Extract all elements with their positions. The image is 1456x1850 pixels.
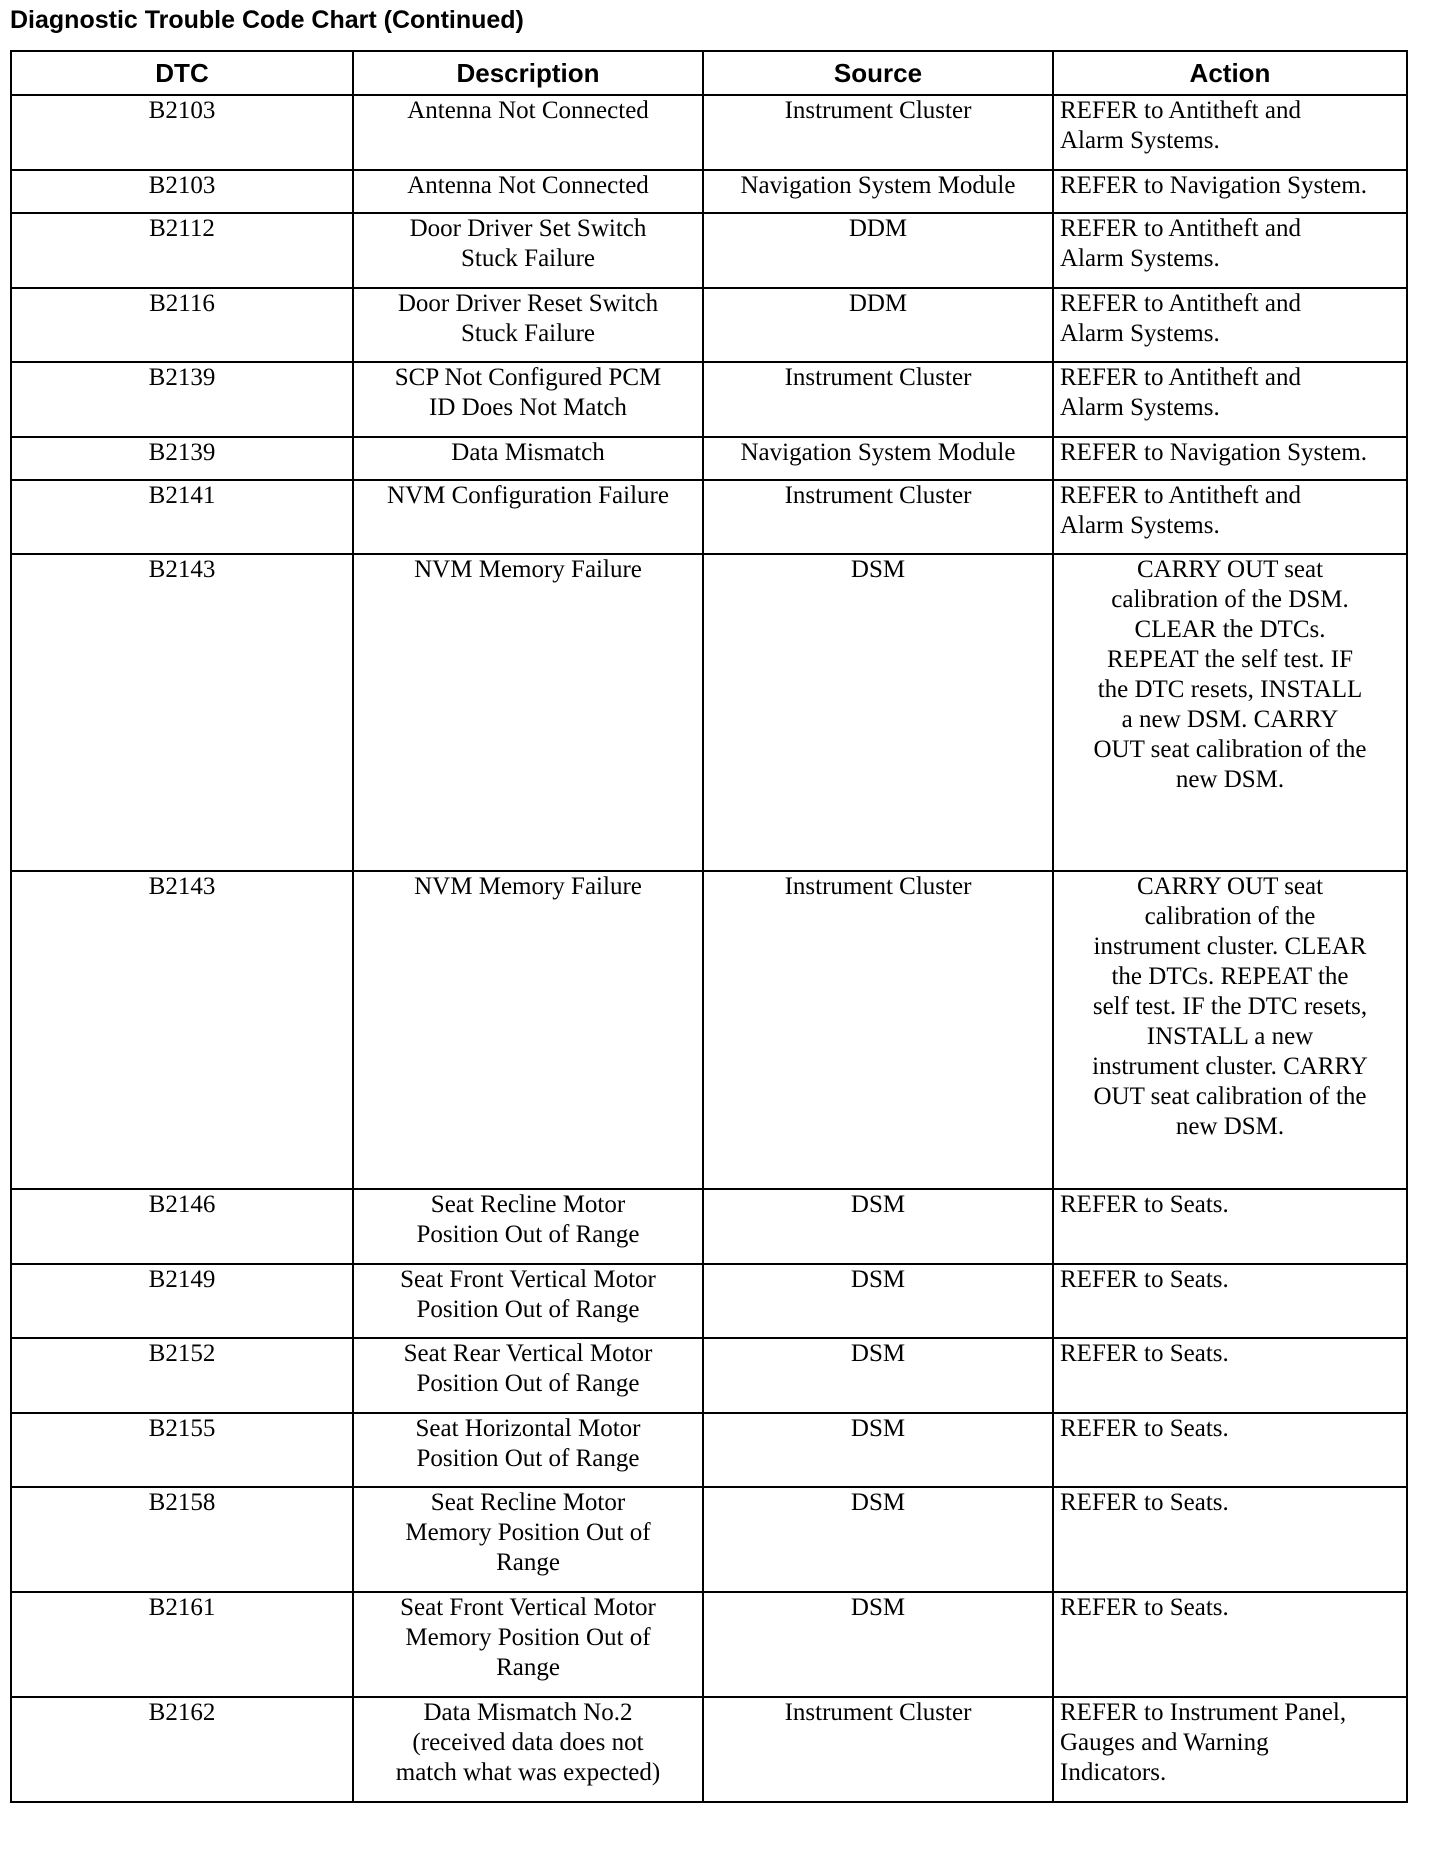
source-cell: DSM: [703, 1264, 1053, 1338]
table-row: [11, 554, 1407, 871]
table-row: [11, 1697, 1407, 1802]
dtc-cell: B2139: [11, 437, 353, 480]
description-cell: Door Driver Set Switch Stuck Failure: [353, 213, 703, 288]
description-cell: Seat Recline Motor Memory Position Out of Range: [353, 1487, 703, 1592]
column-header-dtc: DTC: [11, 51, 353, 95]
action-cell: REFER to Antitheft and Alarm Systems.: [1053, 288, 1407, 362]
dtc-cell: B2162: [11, 1697, 353, 1802]
dtc-cell: B2141: [11, 480, 353, 554]
table-row: [11, 1487, 1407, 1592]
dtc-cell: B2146: [11, 1189, 353, 1264]
dtc-cell: B2103: [11, 170, 353, 213]
description-cell: Seat Recline Motor Position Out of Range: [353, 1189, 703, 1264]
description-cell: Antenna Not Connected: [353, 95, 703, 170]
description-cell: Data Mismatch No.2 (received data does not match what was expected): [353, 1697, 703, 1802]
action-cell: REFER to Navigation System.: [1053, 437, 1407, 480]
dtc-cell: B2139: [11, 362, 353, 437]
source-cell: Instrument Cluster: [703, 362, 1053, 437]
source-cell: DSM: [703, 1338, 1053, 1413]
source-cell: DDM: [703, 213, 1053, 288]
dtc-cell: B2152: [11, 1338, 353, 1413]
table-row: [11, 213, 1407, 288]
action-cell: REFER to Seats.: [1053, 1487, 1407, 1592]
description-cell: NVM Memory Failure: [353, 554, 703, 871]
source-cell: DSM: [703, 1413, 1053, 1487]
action-cell: CARRY OUT seat calibration of the instrument cluster. CLEAR the DTCs. REPEAT the self test. IF the DTC resets, INSTALL a new instrument cluster. CARRY OUT seat calibration of the new DSM.: [1053, 871, 1407, 1189]
description-cell: Data Mismatch: [353, 437, 703, 480]
table-row: [11, 1338, 1407, 1413]
table-row: [11, 437, 1407, 480]
description-cell: Antenna Not Connected: [353, 170, 703, 213]
description-cell: SCP Not Configured PCM ID Does Not Match: [353, 362, 703, 437]
dtc-cell: B2143: [11, 871, 353, 1189]
table-row: [11, 95, 1407, 170]
action-cell: REFER to Instrument Panel, Gauges and Warning Indicators.: [1053, 1697, 1407, 1802]
source-cell: Instrument Cluster: [703, 1697, 1053, 1802]
dtc-cell: B2149: [11, 1264, 353, 1338]
description-cell: Seat Front Vertical Motor Memory Position Out of Range: [353, 1592, 703, 1697]
description-cell: NVM Memory Failure: [353, 871, 703, 1189]
table-row: [11, 362, 1407, 437]
action-cell: REFER to Antitheft and Alarm Systems.: [1053, 362, 1407, 437]
table-row: [11, 288, 1407, 362]
source-cell: Instrument Cluster: [703, 480, 1053, 554]
table-row: [11, 1189, 1407, 1264]
source-cell: DSM: [703, 1189, 1053, 1264]
dtc-cell: B2112: [11, 213, 353, 288]
source-cell: DSM: [703, 1487, 1053, 1592]
description-cell: Seat Front Vertical Motor Position Out of Range: [353, 1264, 703, 1338]
column-header-source: Source: [703, 51, 1053, 95]
action-cell: REFER to Seats.: [1053, 1338, 1407, 1413]
source-cell: DSM: [703, 1592, 1053, 1697]
table-row: [11, 1413, 1407, 1487]
dtc-cell: B2161: [11, 1592, 353, 1697]
source-cell: Navigation System Module: [703, 170, 1053, 213]
table-row: [11, 1592, 1407, 1697]
action-cell: REFER to Seats.: [1053, 1592, 1407, 1697]
dtc-cell: B2116: [11, 288, 353, 362]
source-cell: Navigation System Module: [703, 437, 1053, 480]
dtc-cell: B2143: [11, 554, 353, 871]
table-row: [11, 871, 1407, 1189]
dtc-cell: B2155: [11, 1413, 353, 1487]
action-cell: REFER to Antitheft and Alarm Systems.: [1053, 480, 1407, 554]
action-cell: REFER to Antitheft and Alarm Systems.: [1053, 95, 1407, 170]
dtc-cell: B2103: [11, 95, 353, 170]
dtc-table: [10, 50, 1408, 1803]
source-cell: Instrument Cluster: [703, 871, 1053, 1189]
action-cell: REFER to Antitheft and Alarm Systems.: [1053, 213, 1407, 288]
action-cell: REFER to Seats.: [1053, 1413, 1407, 1487]
source-cell: Instrument Cluster: [703, 95, 1053, 170]
table-row: [11, 1264, 1407, 1338]
column-header-action: Action: [1053, 51, 1407, 95]
column-header-description: Description: [353, 51, 703, 95]
table-header-row: [11, 51, 1407, 95]
table-row: [11, 170, 1407, 213]
table-body: [11, 95, 1407, 1802]
source-cell: DDM: [703, 288, 1053, 362]
description-cell: Seat Horizontal Motor Position Out of Range: [353, 1413, 703, 1487]
dtc-cell: B2158: [11, 1487, 353, 1592]
description-cell: Seat Rear Vertical Motor Position Out of Range: [353, 1338, 703, 1413]
action-cell: REFER to Seats.: [1053, 1264, 1407, 1338]
action-cell: CARRY OUT seat calibration of the DSM. CLEAR the DTCs. REPEAT the self test. IF the DTC resets, INSTALL a new DSM. CARRY OUT seat calibration of the new DSM.: [1053, 554, 1407, 871]
description-cell: NVM Configuration Failure: [353, 480, 703, 554]
action-cell: REFER to Navigation System.: [1053, 170, 1407, 213]
page-title: Diagnostic Trouble Code Chart (Continued): [10, 6, 524, 34]
source-cell: DSM: [703, 554, 1053, 871]
description-cell: Door Driver Reset Switch Stuck Failure: [353, 288, 703, 362]
table-row: [11, 480, 1407, 554]
action-cell: REFER to Seats.: [1053, 1189, 1407, 1264]
